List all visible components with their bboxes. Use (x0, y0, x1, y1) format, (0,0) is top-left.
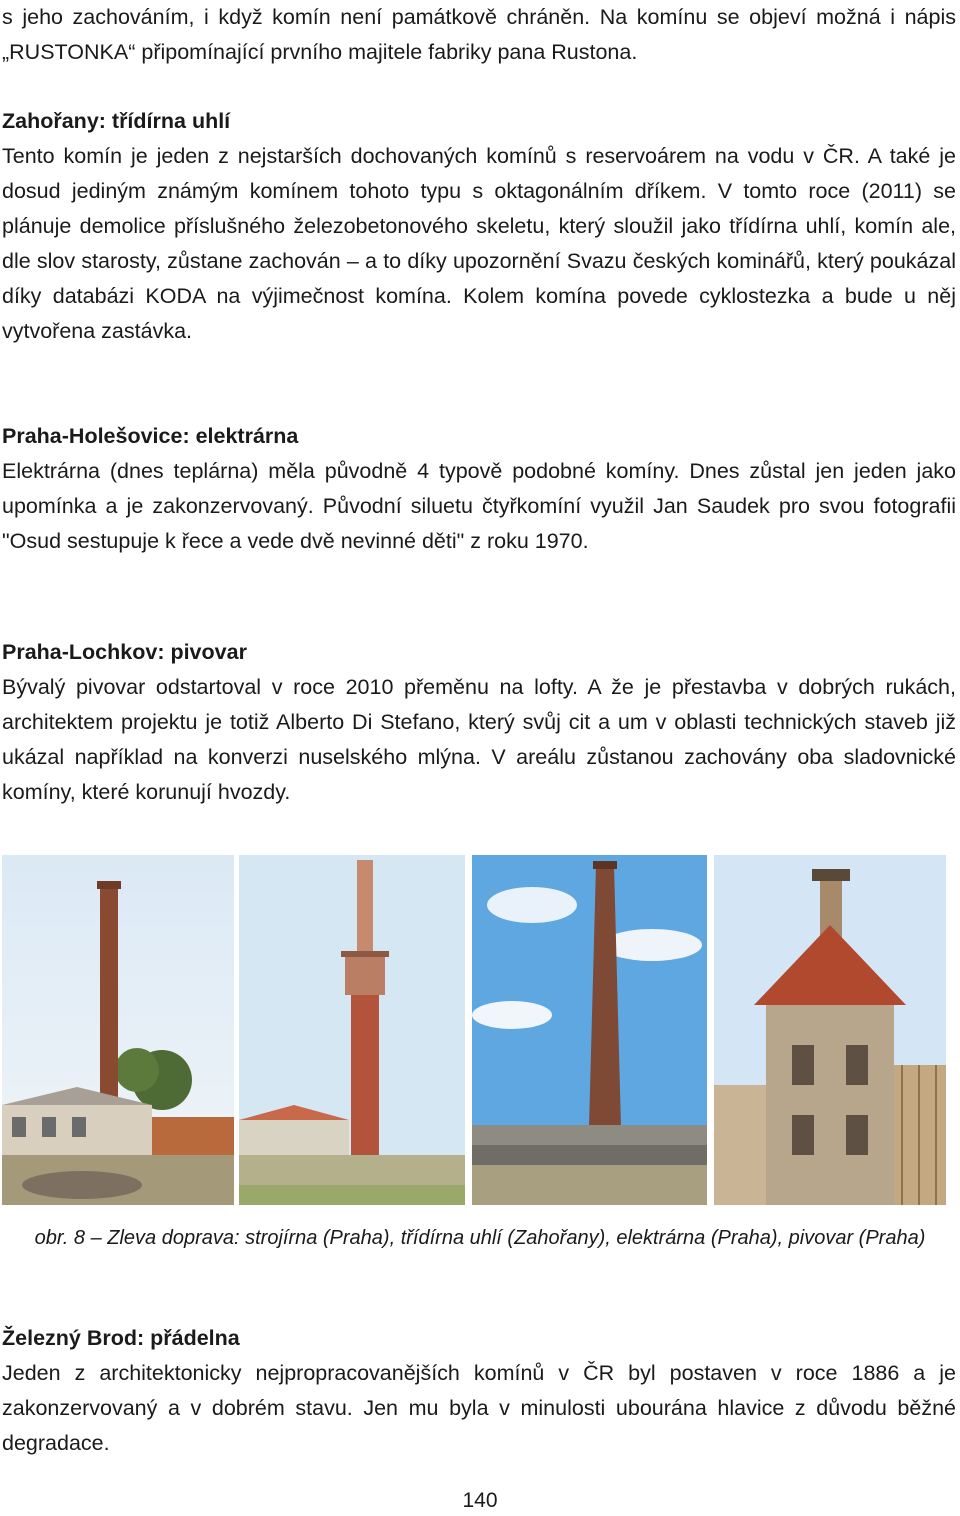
photo-strojirna (2, 855, 234, 1205)
section-heading-zahorany: Zahořany: třídírna uhlí (2, 109, 231, 133)
section-body-holesovice: Elektrárna (dnes teplárna) měla původně 4 typově podobné komíny. Dnes zůstal jen jeden jako upomínka a je zakonzervovaný. Původní siluetu čtyřkomíní využil Jan Saudek pro svou fotografii "Osud sestupuje k řece a vede dvě nevinné děti" z roku 1970. (2, 459, 956, 553)
section-body-zelezny-brod: Jeden z architektonicky nejpropracovanějších komínů v ČR byl postaven v roce 1886 a je zakonzervovaný a v dobrém stavu. Jen mu byla v minulosti ubourána hlavice z důvodu běžné degradace. (2, 1361, 956, 1455)
photo-pivovar (714, 855, 946, 1205)
figure-caption: obr. 8 – Zleva doprava: strojírna (Praha), třídírna uhlí (Zahořany), elektrárna (Praha), pivovar (Praha) (34, 1227, 926, 1249)
chimney-photo-icon (239, 855, 465, 1205)
page-number: 140 (462, 1489, 498, 1512)
section-heading-zelezny-brod: Železný Brod: přádelna (2, 1326, 240, 1350)
intro-paragraph: s jeho zachováním, i když komín není památkově chráněn. Na komínu se objeví možná i nápis „RUSTONKA“ připomínající prvního majitele fabriky pana Rustona. (2, 5, 956, 64)
section-heading-holesovice: Praha-Holešovice: elektrárna (2, 424, 299, 448)
photo-tridirna (239, 855, 465, 1205)
section-heading-lochkov: Praha-Lochkov: pivovar (2, 640, 247, 664)
chimney-photo-icon (2, 855, 234, 1205)
chimney-photo-icon (472, 855, 707, 1205)
photo-elektrarna (472, 855, 707, 1205)
chimney-photo-icon (714, 855, 946, 1205)
section-body-zahorany: Tento komín je jeden z nejstarších dochovaných komínů s reservoárem na vodu v ČR. A také je dosud jediným známým komínem tohoto typu s oktagonálním dříkem. V tomto roce (2011) se plánuje demolice příslušného železobetonového skeletu, který sloužil jako třídírna uhlí, komín ale, dle slov starosty, zůstane zachován – a to díky upozornění Svazu českých kominářů, který poukázal díky databázi KODA na výjimečnost komína. Kolem komína povede cyklostezka a bude u něj vytvořena zastávka. (2, 144, 956, 343)
section-body-lochkov: Bývalý pivovar odstartoval v roce 2010 přeměnu na lofty. A že je přestavba v dobrých rukách, architektem projektu je totiž Alberto Di Stefano, který svůj cit a um v oblasti technických staveb již ukázal například na konverzi nuselského mlýna. V areálu zůstanou zachovány oba sladovnické komíny, které korunují hvozdy. (2, 675, 956, 804)
